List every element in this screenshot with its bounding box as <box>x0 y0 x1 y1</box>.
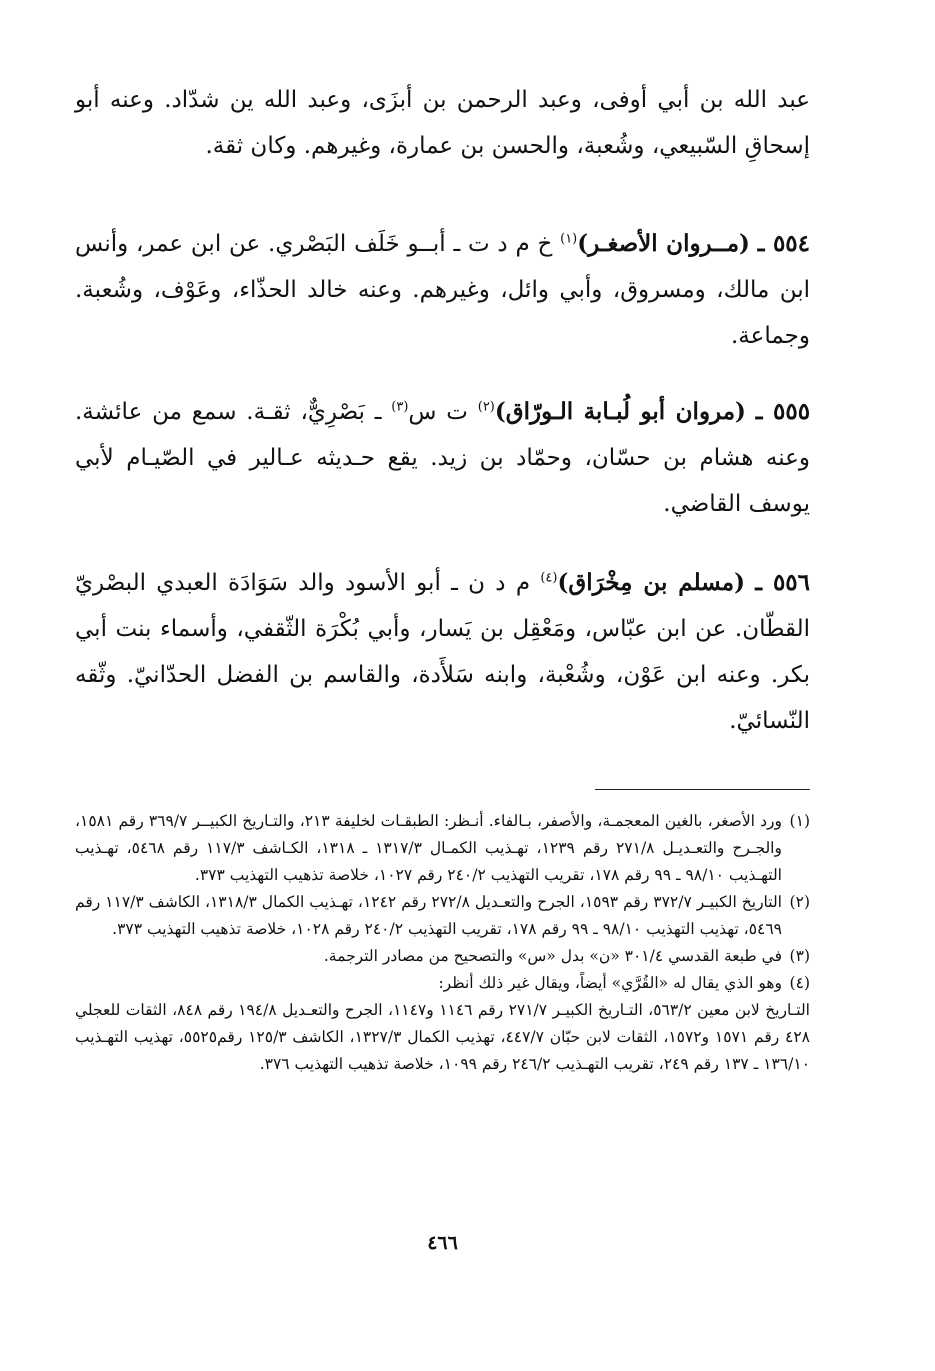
entry-number: ٥٥٤ ـ <box>757 230 811 257</box>
entry-text: م د ن ـ أبو الأسود والد سَوَادَة العبدي البصْريّ القطّان. عن ابن عبّاس، ومَعْقِل بن يَسار، وأبي بُكْرَة الثّقفي، وأسماء بنت أبي بكر. وعنه ابن عَوْن، وشُعْبة، وابنه سَلأَدة، والقاسم بن الفضل الحدّانيّ. وثّقه النّسائيّ. <box>75 570 810 734</box>
entry-number: ٥٥٦ ـ <box>755 569 811 596</box>
footnote-text: التاريخ الكبيـر ٣٧٢/٧ رقم ١٥٩٣، الجرح والتعـديل ٢٧٢/٨ رقم ١٢٤٢، تهـذيب الكمال ١٣١٨/٣، الكاشف ١١٧/٣ رقم ٥٤٦٩، تهذيب التهذيب ٩٨/١٠ ـ ٩٩ رقم ١٧٨، تقريب التهذيب ٢٤٠/٢ رقم ١٠٢٨، خلاصة تذهيب التهذيب ٣٧٣. <box>75 893 782 938</box>
footnote-ref: (٢) <box>477 399 495 415</box>
footnote-number: (٤) <box>789 974 810 992</box>
entry-name: (مــروان الأصغـر) <box>577 230 750 257</box>
footnote-number: (٣) <box>789 947 810 965</box>
entry-554 <box>75 221 810 359</box>
footnote-number: (٢) <box>789 893 810 911</box>
entry-556 <box>75 560 810 744</box>
footnote-text: ورد الأصغر، بالغين المعجمـة، والأصفر، بـالفاء. أنـظر: الطبقـات لخليفة ٢١٣، والتـاريخ الكبيــر ٣٦٩/٧ رقم ١٥٨١، والجـرح والتعـديـل ٢٧١/٨ رقم ١٢٣٩، تهـذيب الكمـال ١٣١٧/٣ ـ ١٣١٨، الكـاشف ١١٧/٣ رقم ٥٤٦٨، تهـذيب التهـذيب ٩٨/١٠ ـ ٩٩ رقم ١٧٨، تقريب التهذيب ٢٤٠/٢ رقم ١٠٢٧، خلاصة تذهيب التهذيب ٣٧٣. <box>75 812 783 884</box>
entry-name: (مسلم بن مِخْرَاق) <box>557 569 745 596</box>
footnote-4-continuation: التـاريخ لابن معين ٥٦٣/٢، التـاريخ الكبيـر ٢٧١/٧ رقم ١١٤٦ و١١٤٧، الجرح والتعـديل ١٩٤/٨ رقم ٨٤٨، الثقات للعجلي ٤٢٨ رقم ١٥٧١ و١٥٧٢، الثقات لابن حبّان ٤٤٧/٧، تهذيب الكمال ١٣٢٧/٣، الكاشف ١٢٥/٣ رقم٥٥٢٥، تهذيب التهـذيب ١٣٦/١٠ ـ ١٣٧ رقم ٢٤٩، تقريب التهـذيب ٢٤٦/٢ رقم ١٠٩٩، خلاصة تذهيب التهذيب ٣٧٦. <box>75 1001 811 1073</box>
footnote-number: (١) <box>789 812 810 830</box>
footnote-ref: (٤) <box>540 570 558 586</box>
footnote-text: في طبعة القدسي ٣٠١/٤ «ن» بدل «س» والتصحيح من مصادر الترجمة. <box>323 947 782 965</box>
footnotes <box>75 808 810 1078</box>
footnote-ref: (٣) <box>391 399 409 415</box>
entry-555 <box>75 389 810 527</box>
footnote-text: وهو الذي يقال له «القُرَّي» أيضاً، ويقال غير ذلك أنظر: <box>438 974 782 992</box>
intro-paragraph <box>75 77 810 169</box>
entry-sigla: ت س <box>408 399 468 425</box>
page-number: ٤٦٦ <box>427 1232 458 1254</box>
entry-number: ٥٥٥ ـ <box>755 398 811 425</box>
footnote-ref: (١) <box>560 231 578 247</box>
footnote-2 <box>75 889 810 943</box>
footnote-4 <box>75 970 810 997</box>
entry-name: (مروان أبو لُبـابة الـورّاق) <box>494 398 746 425</box>
footnote-1 <box>75 808 810 889</box>
footnote-3 <box>75 943 810 970</box>
footnote-separator <box>595 789 810 790</box>
intro-text: عبد الله بن أبي أوفى، وعبد الرحمن بن أبزَى، وعبد الله ين شدّاد. وعنه أبو إسحاقِ السّبيعي، وشُعبة، والحسن بن عمارة، وغيرهم. وكان ثقة. <box>75 87 810 159</box>
book-page <box>75 0 810 1371</box>
entry-text: خ م د ت ـ أبــو خَلَف البَصْري. عن ابن عمر، وأنس ابن مالك، ومسروق، وأبي وائل، وغيرهم. وعنه خالد الحذّاء، وعَوْف، وشُعبة. وجماعة. <box>75 231 810 349</box>
entry-text: ـ بَصْرِيٌّ، ثقـة. سمع من عائشة. وعنه هشام بن حسّان، وحمّاد بن زيد. يقع حـديثه عـالير في الصّيـام لأبي يوسف القاضي. <box>75 399 810 517</box>
